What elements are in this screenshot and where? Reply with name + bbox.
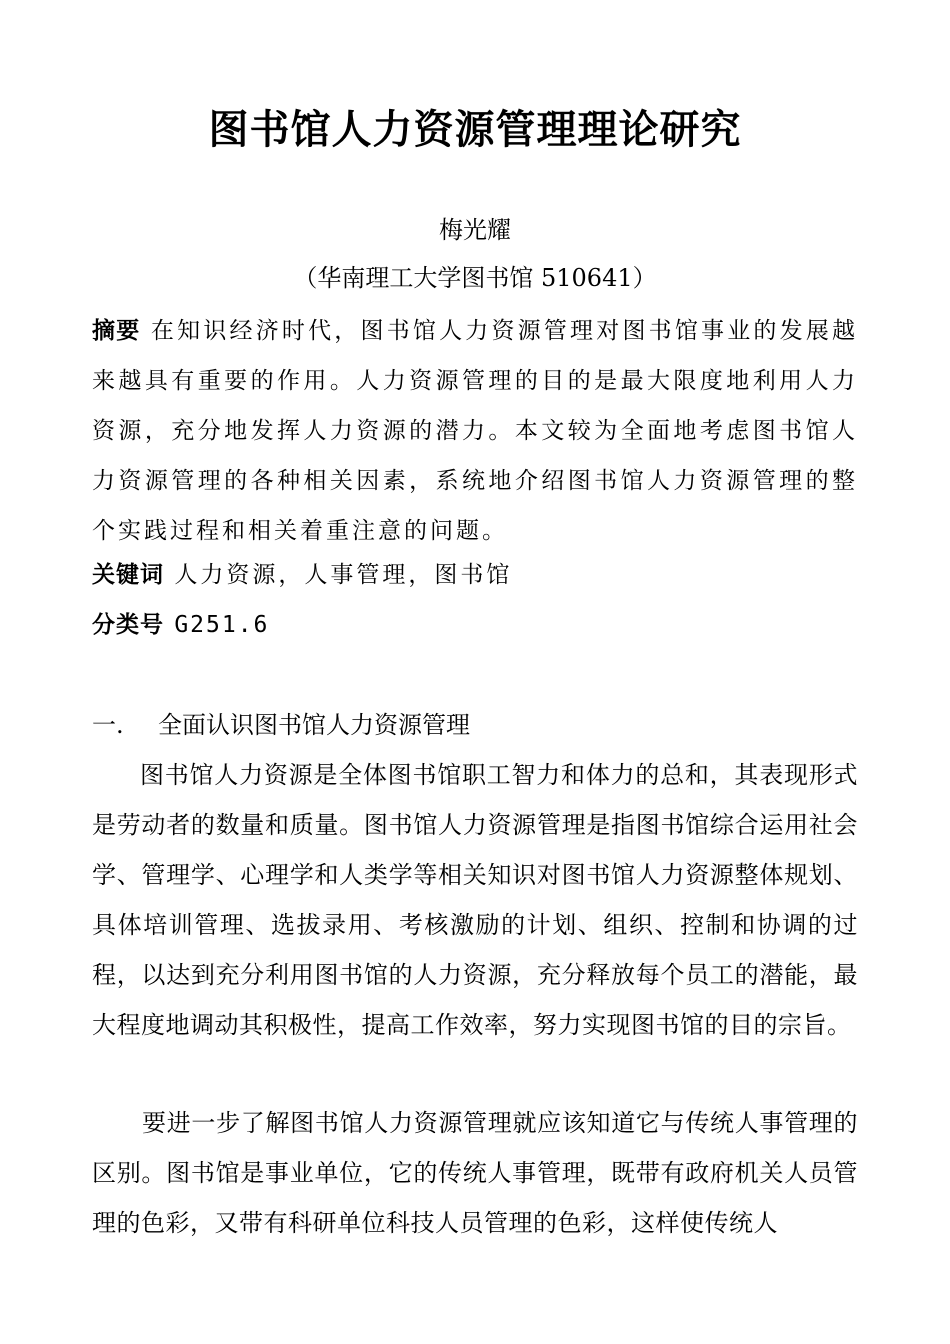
body-paragraph-1: 图书馆人力资源是全体图书馆职工智力和体力的总和，其表现形式是劳动者的数量和质量。图书馆人力资源管理是指图书馆综合运用社会学、管理学、心理学和人类学等相关知识对图书馆人力资源整体规划、具体培训管理、选拔录用、考核激励的计划、组织、控制和协调的过程，以达到充分利用图书馆的人力资源，充分释放每个员工的潜能，最大程度地调动其积极性，提高工作效率，努力实现图书馆的目的宗旨。 <box>92 761 858 1039</box>
body-paragraph-2: 要进一步了解图书馆人力资源管理就应该知道它与传统人事管理的区别。图书馆是事业单位，它的传统人事管理，既带有政府机关人员管理的色彩，又带有科研单位科技人员管理的色彩，这样使传统人 <box>92 1109 858 1237</box>
author-name: 梅光耀 <box>439 216 511 244</box>
paper-title: 图书馆人力资源管理理论研究 <box>208 106 742 153</box>
keywords <box>92 550 858 600</box>
classification-label: 分类号 <box>92 612 164 638</box>
keywords-text: 人力资源，人事管理，图书馆 <box>174 562 513 588</box>
author-affiliation: （华南理工大学图书馆 510641） <box>293 264 657 292</box>
keywords-label: 关键词 <box>92 562 164 588</box>
section-title: 全面认识图书馆人力资源管理 <box>158 711 470 739</box>
classification-code: G251.6 <box>174 612 270 638</box>
classification <box>92 600 858 650</box>
abstract-text: 在知识经济时代，图书馆人力资源管理对图书馆事业的发展越来越具有重要的作用。人力资源管理的目的是最大限度地利用人力资源，充分地发挥人力资源的潜力。本文较为全面地考虑图书馆人力资源管理的各种相关因素，系统地介绍图书馆人力资源管理的整个实践过程和相关着重注意的问题。 <box>92 318 859 544</box>
abstract-label: 摘要 <box>92 318 141 344</box>
abstract <box>92 306 858 556</box>
section-heading <box>92 700 858 750</box>
section-number: 一. <box>92 711 124 739</box>
